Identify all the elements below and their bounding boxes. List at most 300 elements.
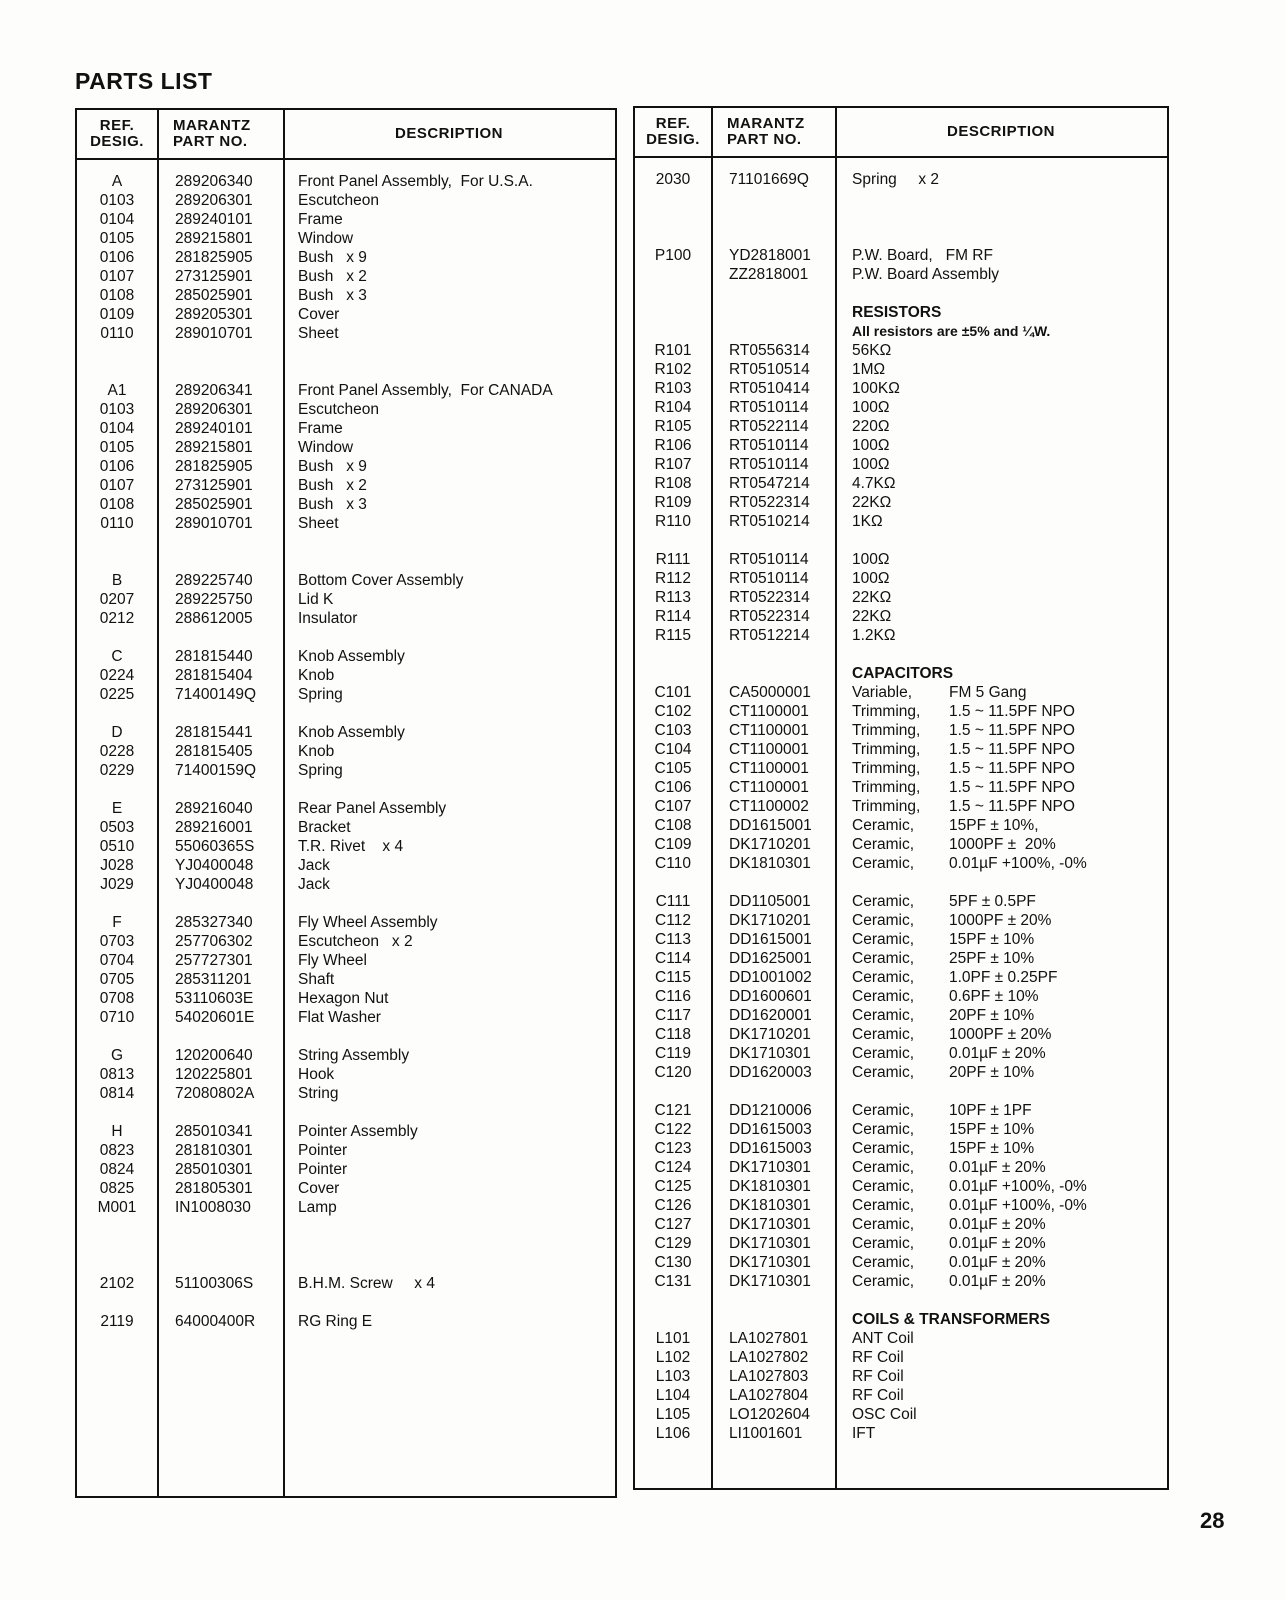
table-row — [635, 588, 1167, 607]
ref-desig: 0106 — [99, 249, 135, 266]
ref-desig: C102 — [654, 703, 692, 720]
component-value: 0.01µF ± 20% — [949, 1254, 1046, 1271]
part-number: 289010701 — [175, 325, 253, 342]
table-row — [635, 1348, 1167, 1367]
description: RG Ring E — [298, 1313, 373, 1330]
blank-row — [77, 894, 615, 913]
table-row — [635, 341, 1167, 360]
description: Ceramic, — [852, 1197, 915, 1214]
table-row — [635, 683, 1167, 702]
ref-desig: R115 — [655, 627, 691, 644]
ref-desig: 0207 — [99, 591, 135, 608]
part-number: 71400159Q — [175, 762, 257, 779]
table-row — [77, 913, 615, 932]
component-value: 1000PF ± 20% — [949, 912, 1052, 929]
part-number: 257706302 — [175, 933, 253, 950]
ref-desig: C124 — [654, 1159, 692, 1176]
description: RESISTORS — [852, 304, 942, 321]
table-row — [77, 761, 615, 780]
part-number: DK1810301 — [729, 1197, 811, 1214]
description: Ceramic, — [852, 1216, 915, 1233]
description: Escutcheon — [298, 192, 379, 209]
table-row — [635, 626, 1167, 645]
table-row — [635, 550, 1167, 569]
part-number: RT0522314 — [729, 608, 810, 625]
ref-desig: R111 — [655, 551, 691, 568]
table-row — [635, 1215, 1167, 1234]
table-row — [635, 892, 1167, 911]
part-number: 289205301 — [175, 306, 253, 323]
part-number: RT0522114 — [729, 418, 809, 435]
description: ANT Coil — [852, 1330, 914, 1347]
description: Ceramic, — [852, 817, 915, 834]
table-row — [77, 514, 615, 533]
blank-row — [635, 189, 1167, 208]
part-number: RT0510114 — [729, 570, 809, 587]
description: Trimming, — [852, 741, 921, 758]
part-number: ZZ2818001 — [729, 266, 809, 283]
table-row — [635, 417, 1167, 436]
description: Ceramic, — [852, 1273, 915, 1290]
part-number: 285327340 — [175, 914, 253, 931]
description: Ceramic, — [852, 912, 915, 929]
component-value: 0.01µF ± 20% — [949, 1216, 1046, 1233]
table-row — [77, 438, 615, 457]
table-row — [77, 1312, 615, 1331]
ref-desig: C111 — [655, 893, 691, 910]
ref-desig: C107 — [654, 798, 692, 815]
part-number: RT0556314 — [729, 342, 810, 359]
part-number: YJ0400048 — [175, 876, 254, 893]
ref-desig: 0224 — [99, 667, 135, 684]
blank-row — [77, 533, 615, 552]
description: Hook — [298, 1066, 335, 1083]
ref-desig: 0708 — [99, 990, 135, 1007]
description: Bush x 2 — [298, 477, 367, 494]
table-row — [635, 702, 1167, 721]
description: Variable, — [852, 684, 913, 701]
table-row — [635, 759, 1167, 778]
table-row — [77, 1084, 615, 1103]
ref-desig: 0813 — [99, 1066, 135, 1083]
ref-desig: C116 — [655, 988, 691, 1005]
description: Jack — [298, 857, 330, 874]
table-row — [635, 569, 1167, 588]
table-row — [77, 324, 615, 343]
description: Ceramic, — [852, 931, 915, 948]
table-row — [635, 1177, 1167, 1196]
description: Fly Wheel Assembly — [298, 914, 438, 931]
ref-desig: R109 — [654, 494, 692, 511]
table-row — [77, 970, 615, 989]
part-number: 71400149Q — [175, 686, 257, 703]
description: Insulator — [298, 610, 358, 627]
page-number: 28 — [1200, 1508, 1225, 1533]
description: Rear Panel Assembly — [298, 800, 447, 817]
part-number: LA1027804 — [729, 1387, 809, 1404]
part-number: DK1710201 — [729, 1026, 811, 1043]
description: Lamp — [298, 1199, 337, 1216]
ref-desig: P100 — [654, 247, 692, 264]
ref-desig: 0108 — [99, 496, 135, 513]
ref-desig: 0108 — [99, 287, 135, 304]
component-value: 20PF ± 10% — [949, 1007, 1035, 1024]
table-row — [635, 949, 1167, 968]
section-note — [635, 322, 1167, 341]
description: Ceramic, — [852, 836, 915, 853]
part-number: YJ0400048 — [175, 857, 254, 874]
table-row — [635, 1367, 1167, 1386]
ref-desig: C121 — [654, 1102, 692, 1119]
component-value: 25PF ± 10% — [949, 950, 1035, 967]
description: Ceramic, — [852, 969, 915, 986]
table-row — [77, 951, 615, 970]
blank-row — [77, 1103, 615, 1122]
description: Knob Assembly — [298, 648, 405, 665]
table-row — [635, 911, 1167, 930]
ref-desig: 0229 — [99, 762, 135, 779]
description: Ceramic, — [852, 1178, 915, 1195]
page-title: PARTS LIST — [75, 68, 213, 94]
table-row — [635, 1272, 1167, 1291]
table-row — [77, 305, 615, 324]
ref-desig: R107 — [654, 456, 692, 473]
description: Front Panel Assembly, For CANADA — [298, 382, 553, 399]
description: Jack — [298, 876, 330, 893]
blank-row — [635, 1291, 1167, 1310]
header-part-no: MARANTZ PART NO. — [727, 115, 805, 148]
description: All resistors are ±5% and ¼W. — [852, 323, 1051, 339]
component-value: 0.01µF +100%, -0% — [949, 855, 1087, 872]
ref-desig: L106 — [655, 1425, 691, 1442]
description: Ceramic, — [852, 855, 915, 872]
part-number: 289216001 — [175, 819, 253, 836]
table-row — [77, 229, 615, 248]
description: String — [298, 1085, 339, 1102]
description: Bracket — [298, 819, 351, 836]
ref-desig: H — [111, 1123, 123, 1140]
header-ref-desig: REF. DESIG. — [646, 115, 700, 148]
part-number: 281810301 — [175, 1142, 253, 1159]
part-number: YD2818001 — [729, 247, 811, 264]
part-number: LI1001601 — [729, 1425, 803, 1442]
part-number: RT0510214 — [729, 513, 810, 530]
part-number: 281825905 — [175, 249, 253, 266]
description: Ceramic, — [852, 893, 915, 910]
table-row — [635, 721, 1167, 740]
ref-desig: L104 — [655, 1387, 691, 1404]
table-row — [635, 740, 1167, 759]
part-number: DD1615003 — [729, 1121, 812, 1138]
table-row — [77, 1198, 615, 1217]
header-divider — [77, 158, 615, 160]
ref-desig: C125 — [654, 1178, 692, 1195]
ref-desig: 0503 — [99, 819, 135, 836]
description: Trimming, — [852, 703, 921, 720]
part-number: 53110603E — [175, 990, 254, 1007]
table-row — [635, 968, 1167, 987]
table-row — [635, 170, 1167, 189]
ref-desig: 0109 — [99, 306, 135, 323]
ref-desig: B — [111, 572, 123, 589]
description: Bush x 9 — [298, 249, 367, 266]
component-value: 1000PF ± 20% — [949, 1026, 1052, 1043]
table-row — [77, 989, 615, 1008]
table-row — [635, 265, 1167, 284]
part-number: 285010301 — [175, 1161, 253, 1178]
parts-rows — [635, 170, 1167, 1443]
ref-desig: R105 — [654, 418, 692, 435]
table-row — [77, 267, 615, 286]
ref-desig: G — [110, 1047, 124, 1064]
description: Ceramic, — [852, 1254, 915, 1271]
part-number: 285311201 — [175, 971, 252, 988]
table-row — [77, 248, 615, 267]
part-number: DD1600601 — [729, 988, 812, 1005]
part-number: LA1027802 — [729, 1349, 809, 1366]
part-number: CT1100001 — [729, 703, 809, 720]
component-value: 1.5 ~ 11.5PF NPO — [949, 741, 1075, 758]
table-row — [77, 1274, 615, 1293]
part-number: 285010341 — [175, 1123, 253, 1140]
part-number: CT1100001 — [729, 760, 809, 777]
part-number: 120200640 — [175, 1047, 253, 1064]
description: Shaft — [298, 971, 335, 988]
section-heading — [635, 303, 1167, 322]
part-number: 51100306S — [175, 1275, 254, 1292]
table-row — [635, 246, 1167, 265]
part-number: 281825905 — [175, 458, 253, 475]
header-divider — [635, 156, 1167, 158]
ref-desig: R110 — [655, 513, 691, 530]
table-row — [635, 854, 1167, 873]
ref-desig: 0107 — [99, 268, 135, 285]
table-row — [635, 778, 1167, 797]
description: 100Ω — [852, 570, 890, 587]
table-row — [77, 685, 615, 704]
parts-rows — [77, 172, 615, 1331]
description: Ceramic, — [852, 1235, 915, 1252]
description: Frame — [298, 211, 343, 228]
table-row — [77, 875, 615, 894]
part-number: RT0510114 — [729, 437, 809, 454]
part-number: 55060365S — [175, 838, 255, 855]
parts-table-right — [633, 106, 1169, 1490]
component-value: 0.01µF ± 20% — [949, 1159, 1046, 1176]
ref-desig: M001 — [97, 1199, 137, 1216]
part-number: DD1615003 — [729, 1140, 812, 1157]
part-number: DK1810301 — [729, 1178, 811, 1195]
description: Ceramic, — [852, 1007, 915, 1024]
blank-row — [77, 362, 615, 381]
description: Spring — [298, 686, 343, 703]
table-row — [77, 286, 615, 305]
part-number: DK1710301 — [729, 1159, 811, 1176]
description: 1MΩ — [852, 361, 886, 378]
ref-desig: 0212 — [99, 610, 135, 627]
table-row — [635, 398, 1167, 417]
part-number: RT0547214 — [729, 475, 810, 492]
blank-row — [77, 1293, 615, 1312]
description: B.H.M. Screw x 4 — [298, 1275, 435, 1292]
description: Window — [298, 230, 354, 247]
table-row — [77, 1008, 615, 1027]
component-value: 0.01µF +100%, -0% — [949, 1197, 1087, 1214]
component-value: 15PF ± 10% — [949, 1140, 1035, 1157]
table-row — [77, 1065, 615, 1084]
table-row — [77, 666, 615, 685]
table-row — [635, 1424, 1167, 1443]
ref-desig: 0703 — [99, 933, 135, 950]
table-row — [77, 723, 615, 742]
table-row — [635, 1044, 1167, 1063]
component-value: 10PF ± 1PF — [949, 1102, 1032, 1119]
table-row — [635, 1139, 1167, 1158]
part-number: 289206301 — [175, 401, 253, 418]
ref-desig: R106 — [654, 437, 692, 454]
description: 1KΩ — [852, 513, 883, 530]
ref-desig: C113 — [655, 931, 691, 948]
ref-desig: 0705 — [99, 971, 135, 988]
ref-desig: C109 — [654, 836, 692, 853]
table-row — [77, 419, 615, 438]
table-row — [635, 797, 1167, 816]
component-value: 0.6PF ± 10% — [949, 988, 1039, 1005]
part-number: RT0510114 — [729, 551, 809, 568]
component-value: 15PF ± 10%, — [949, 817, 1039, 834]
ref-desig: C115 — [655, 969, 691, 986]
component-value: 0.01µF ± 20% — [949, 1235, 1046, 1252]
ref-desig: 2030 — [655, 171, 691, 188]
part-number: 289225740 — [175, 572, 253, 589]
ref-desig: C129 — [654, 1235, 692, 1252]
description: Pointer Assembly — [298, 1123, 418, 1140]
part-number: RT0510414 — [729, 380, 810, 397]
part-number: RT0510114 — [729, 399, 809, 416]
ref-desig: 0110 — [100, 515, 134, 532]
ref-desig: A — [111, 173, 123, 190]
ref-desig: C110 — [655, 855, 691, 872]
description: Escutcheon x 2 — [298, 933, 413, 950]
ref-desig: C120 — [654, 1064, 692, 1081]
part-number: 281815441 — [175, 724, 253, 741]
ref-desig: R112 — [655, 570, 691, 587]
ref-desig: C101 — [654, 684, 692, 701]
part-number: 285025901 — [175, 287, 253, 304]
description: 22KΩ — [852, 608, 892, 625]
ref-desig: C104 — [654, 741, 692, 758]
part-number: 54020601E — [175, 1009, 255, 1026]
blank-row — [635, 227, 1167, 246]
ref-desig: C — [111, 648, 123, 665]
ref-desig: C105 — [654, 760, 692, 777]
part-number: 289240101 — [175, 420, 253, 437]
table-row — [77, 1160, 615, 1179]
blank-row — [77, 552, 615, 571]
part-number: DD1625001 — [729, 950, 812, 967]
description: 100Ω — [852, 456, 890, 473]
description: RF Coil — [852, 1387, 904, 1404]
description: Front Panel Assembly, For U.S.A. — [298, 173, 533, 190]
table-row — [77, 571, 615, 590]
table-row — [77, 590, 615, 609]
table-row — [635, 1006, 1167, 1025]
description: 100Ω — [852, 399, 890, 416]
description: Ceramic, — [852, 950, 915, 967]
ref-desig: 0710 — [99, 1009, 135, 1026]
table-row — [77, 1046, 615, 1065]
ref-desig: R108 — [654, 475, 692, 492]
table-row — [77, 1141, 615, 1160]
blank-row — [77, 1027, 615, 1046]
table-row — [77, 457, 615, 476]
description: Pointer — [298, 1161, 348, 1178]
description: Trimming, — [852, 760, 921, 777]
component-value: 1.5 ~ 11.5PF NPO — [949, 760, 1075, 777]
description: CAPACITORS — [852, 665, 954, 682]
description: Knob — [298, 667, 335, 684]
ref-desig: 2119 — [100, 1313, 134, 1330]
description: 22KΩ — [852, 589, 892, 606]
part-number: 288612005 — [175, 610, 253, 627]
table-row — [77, 172, 615, 191]
description: Ceramic, — [852, 1026, 915, 1043]
component-value: 1.5 ~ 11.5PF NPO — [949, 703, 1075, 720]
ref-desig: C108 — [654, 817, 692, 834]
description: Bottom Cover Assembly — [298, 572, 464, 589]
part-number: DD1620003 — [729, 1064, 812, 1081]
description: Ceramic, — [852, 1102, 915, 1119]
table-row — [635, 436, 1167, 455]
part-number: 289240101 — [175, 211, 253, 228]
ref-desig: 2102 — [99, 1275, 135, 1292]
table-row — [77, 191, 615, 210]
ref-desig: R103 — [654, 380, 692, 397]
table-row — [77, 1179, 615, 1198]
description: P.W. Board Assembly — [852, 266, 1000, 283]
description: 100Ω — [852, 551, 890, 568]
part-number: 120225801 — [175, 1066, 253, 1083]
description: Ceramic, — [852, 1121, 915, 1138]
part-number: DK1710301 — [729, 1273, 811, 1290]
ref-desig: R104 — [654, 399, 692, 416]
description: Bush x 9 — [298, 458, 367, 475]
component-value: 0.01µF ± 20% — [949, 1273, 1046, 1290]
ref-desig: 0814 — [99, 1085, 135, 1102]
part-number: DK1710301 — [729, 1254, 811, 1271]
section-heading — [635, 1310, 1167, 1329]
table-row — [77, 856, 615, 875]
part-number: 257727301 — [175, 952, 253, 969]
table-row — [635, 1386, 1167, 1405]
ref-desig: 0104 — [99, 211, 135, 228]
part-number: CA5000001 — [729, 684, 811, 701]
ref-desig: 0225 — [99, 686, 135, 703]
part-number: LO1202604 — [729, 1406, 811, 1423]
ref-desig: J029 — [100, 876, 134, 893]
description: Ceramic, — [852, 1045, 915, 1062]
description: COILS & TRANSFORMERS — [852, 1311, 1051, 1328]
blank-row — [635, 531, 1167, 550]
ref-desig: 0510 — [99, 838, 135, 855]
part-number: CT1100001 — [729, 741, 809, 758]
part-number: 285025901 — [175, 496, 253, 513]
description: Sheet — [298, 515, 339, 532]
description: Bush x 3 — [298, 287, 367, 304]
description: Hexagon Nut — [298, 990, 389, 1007]
component-value: 1.0PF ± 0.25PF — [949, 969, 1058, 986]
ref-desig: 0103 — [99, 401, 135, 418]
